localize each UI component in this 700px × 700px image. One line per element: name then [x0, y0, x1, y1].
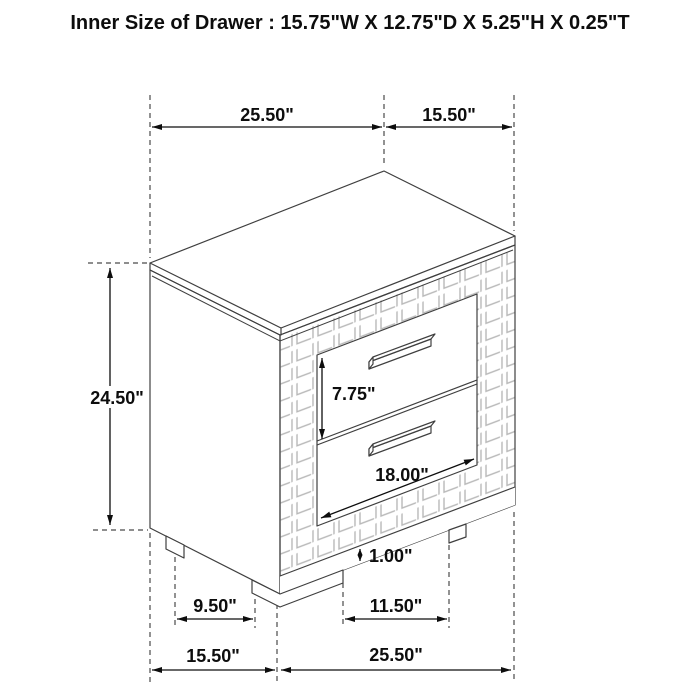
- dim-front-foot-spacing-label: 11.50": [369, 596, 423, 616]
- dim-side-foot-spacing-label: 9.50": [193, 596, 237, 616]
- dim-top-depth-label: 15.50": [422, 105, 476, 125]
- dim-top-width: [152, 105, 382, 127]
- dim-drawer-height-label: 7.75": [332, 384, 376, 404]
- dim-foot-height-label: 1.00": [369, 546, 413, 566]
- dim-drawer-width-label: 18.00": [375, 465, 429, 485]
- dim-top-width-label: 25.50": [240, 105, 294, 125]
- dim-base-depth-label: 15.50": [186, 646, 240, 666]
- dim-top-depth: [386, 105, 512, 127]
- dim-overall-height: [85, 268, 149, 525]
- diagram-title: Inner Size of Drawer : 15.75"W X 12.75"D X 5.25"H X 0.25"T: [70, 12, 630, 34]
- dim-side-foot-spacing: [177, 596, 253, 619]
- dim-base-width-label: 25.50": [369, 645, 423, 665]
- dim-overall-height-label: 24.50": [90, 388, 144, 408]
- dim-base-width: [281, 645, 511, 670]
- dim-base-depth: [152, 646, 275, 670]
- dim-front-foot-spacing: [345, 596, 447, 619]
